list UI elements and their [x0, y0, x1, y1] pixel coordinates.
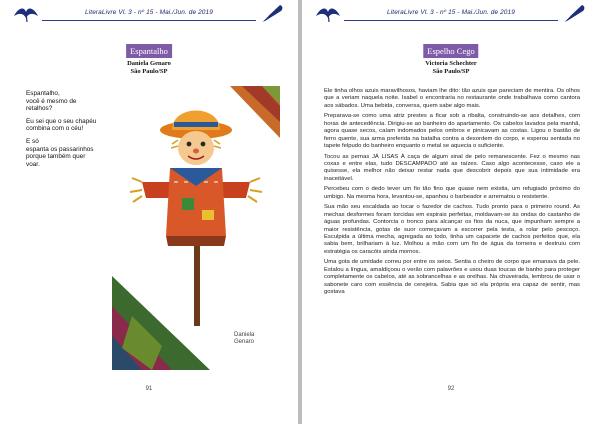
scarecrow-illustration [112, 86, 280, 370]
section-title: Espantalho [126, 44, 172, 58]
poem-stanza-text: Espantalho, você é mesmo de retalhos? [26, 90, 77, 113]
quill-pen-icon [560, 2, 588, 24]
poem-stanza-text: Eu sei que o seu chapéu combina com o céu! [26, 117, 97, 133]
story-paragraph: Preparava-se como uma atriz prestes a ficar sob a ribalta, construindo-se aos detalhes, com horas de antecedência. Dirigiu-se ao banheiro do apartamento. Os cabelos lavados pela manhã, agora quase secos, caíam indomados pelos ombros e pinicavam as costas. Ligou o bastão de ferro quente, sua arma preferida na batalha contra a desordem do corpo, e esperou sentada no tapete felpudo do banheiro enquanto o metal se aquecia o suficiente. [324, 113, 580, 150]
bird-quill-icon [12, 2, 40, 24]
signature-line: Daniela [234, 332, 255, 338]
story-paragraph: Ele tinha olhos azuis maravilhosos, haviam lhe dito: tão azuis que pareciam de mentira. Os olhos que a veriam naquela noite. Isabel o encontraria no restaurante onde trabalhava como cantora aos sábados. Uma bebida, conversa, quem sabe algo mais. [324, 88, 580, 109]
story-text [324, 88, 580, 300]
poem [26, 90, 102, 173]
page-number: 92 [447, 386, 455, 392]
poem-stanza [26, 90, 102, 113]
left-page [0, 0, 298, 424]
page-header [0, 0, 298, 28]
section-title: Espelho Cego [423, 44, 478, 58]
poem-stanza [26, 118, 102, 133]
poem-stanza [26, 138, 102, 168]
signature-line: Genaro [234, 339, 255, 345]
header-rule [42, 20, 256, 21]
patchwork-top [230, 86, 280, 138]
quill-pen-icon [258, 2, 286, 24]
illustration-signature [234, 332, 256, 345]
running-title: LiteraLivre Vl. 3 - nº 15 - Mai./Jun. de 2019 [387, 9, 515, 16]
author-name: Victoria Schechter [425, 60, 477, 67]
story-paragraph: Tocou as pernas JÁ LISAS À caça de algum sinal de pelo remanescente. Fez o mesmo nas coxas e entre elas, tudo DESCAMPADO até as raízes. Caso algo acontecesse, caso ele a quisesse, ela melhor não deixar restar nada que descobrir depois que sua intimidade era inaceitável. [324, 153, 580, 182]
poem-stanza-text: E só espanta os passarinhos porque também quer voar. [26, 137, 94, 168]
header-rule [344, 20, 558, 21]
story-paragraph: Uma gota de umidade correu por entre os seios. Sentia o cheiro de corpo que emanava da pele. Estalou a língua, amaldiçoou o verão com palavrões e usou duas toucas de banho para proteger completamente os cabelos, até as sobrancelhas e as orelhas. Na chuveirada, lembrou de usar o sabonete caro com essência de cerejeira. Sabia que só ela própria era capaz de sentir, mas gostava [324, 259, 580, 296]
page-number: 91 [145, 386, 153, 392]
author-place: São Paulo/SP [130, 68, 168, 75]
page-header [302, 0, 600, 28]
story-paragraph: Percebeu com o dedo tever um fio tão fino que quase nem existia, um refugiado próximo do umbigo. Na mesma hora, levantou-se, apanhou o barbeador e arrematou o resistente. [324, 186, 580, 200]
author-name: Daniela Genaro [127, 60, 171, 67]
author-place: São Paulo/SP [432, 68, 470, 75]
right-page [302, 0, 600, 424]
bird-quill-icon [314, 2, 342, 24]
running-title: LiteraLivre Vl. 3 - nº 15 - Mai./Jun. de 2019 [85, 9, 213, 16]
story-paragraph: Sua mão seu escaldada ao tocar o fazedor de cachos. Tudo pronto para o primeiro round. As mechas desformes foram torcidas em espirais perfeitas, moldavam-se às ondas do castanho de águas profundas. Contorcia o tronco para alcançar os fios da nuca, que impunham sempre a maior resistência, gotas de suor começavam a escorrer pela testa, a rolar pelo pescoço. Esculpida a última mecha, agregada ao todo, tinha um capacete de cachos perfeitos que, ela sabia bem, brilhariam à luz. Molhou a mão com um fio de água da torneira e destruiu com estratégia os caracóis ainda mornos. [324, 204, 580, 255]
